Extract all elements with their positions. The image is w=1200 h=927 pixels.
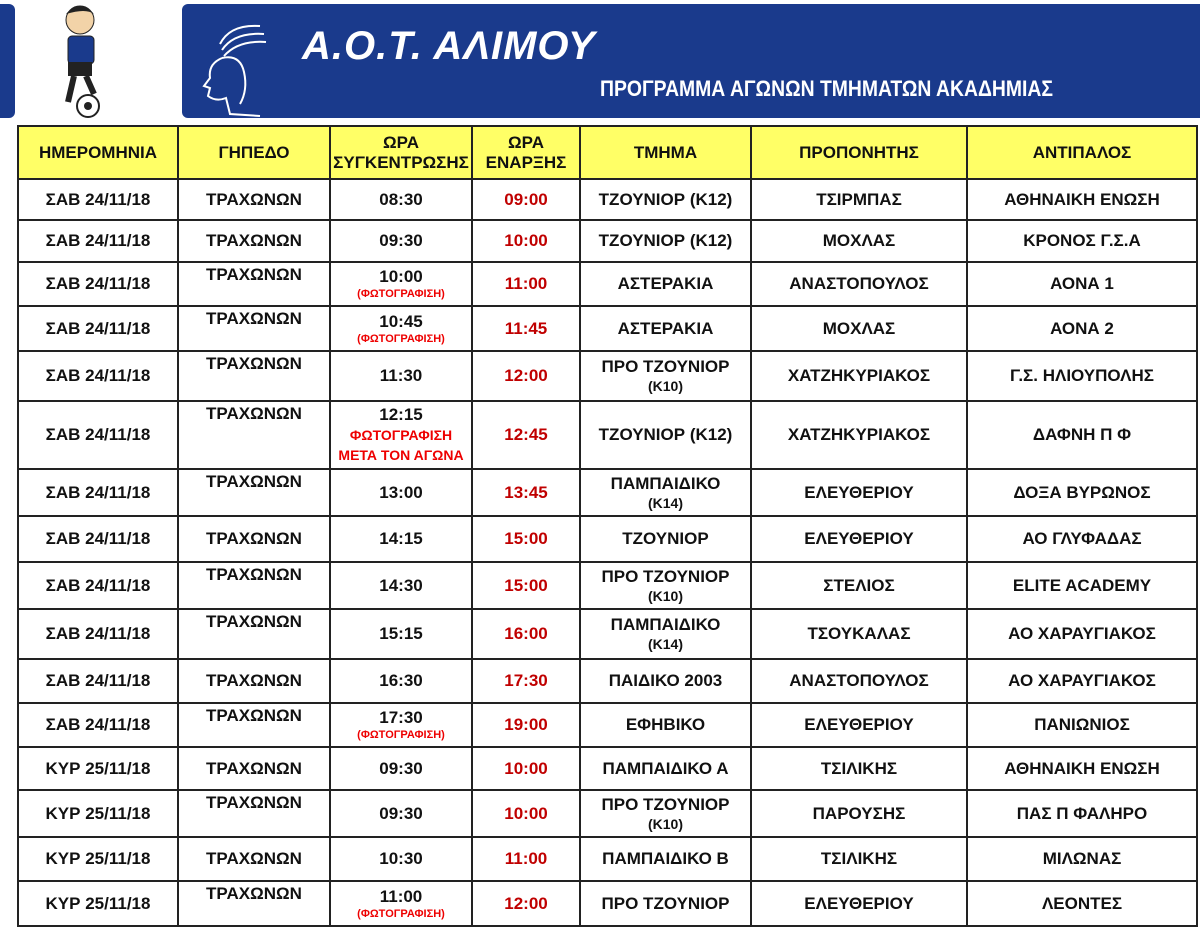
date-cell: ΚΥΡ 25/11/18	[18, 837, 178, 881]
table-row	[18, 179, 1197, 220]
field-cell: ΤΡΑΧΩΝΩΝ	[178, 469, 330, 516]
date-cell: ΣΑΒ 24/11/18	[18, 659, 178, 703]
date-cell: ΣΑΒ 24/11/18	[18, 401, 178, 469]
coach-cell: ΑΝΑΣΤΟΠΟΥΛΟΣ	[751, 659, 967, 703]
date-cell: ΣΑΒ 24/11/18	[18, 516, 178, 562]
date-cell: ΣΑΒ 24/11/18	[18, 306, 178, 351]
gather-time: 11:30	[379, 366, 423, 385]
gather-time: 17:30	[379, 708, 423, 727]
gather-time-cell	[330, 881, 472, 926]
team-name: ΠΑΜΠΑΙΔΙΚΟ Β	[602, 849, 729, 868]
date-cell: ΣΑΒ 24/11/18	[18, 179, 178, 220]
gather-time-cell	[330, 609, 472, 659]
col-header-start-time: ΩΡΑ ΕΝΑΡΞΗΣ	[472, 126, 580, 179]
left-accent-bar	[0, 4, 15, 118]
date-cell: ΚΥΡ 25/11/18	[18, 881, 178, 926]
gather-time: 15:15	[379, 624, 423, 643]
team-cell	[580, 703, 751, 747]
club-name: Α.Ο.Τ. ΑΛΙΜΟΥ	[302, 24, 596, 68]
match-schedule-table	[17, 125, 1198, 927]
col-header-gather-time: ΩΡΑ ΣΥΓΚΕΝΤΡΩΣΗΣ	[330, 126, 472, 179]
gather-time: 10:00	[379, 267, 423, 286]
start-time-cell: 12:00	[472, 351, 580, 401]
gather-time-cell	[330, 220, 472, 262]
gather-time-cell	[330, 351, 472, 401]
start-time-cell: 13:45	[472, 469, 580, 516]
team-name: ΤΖΟΥΝΙΟΡ (Κ12)	[598, 425, 733, 444]
date-cell: ΣΑΒ 24/11/18	[18, 562, 178, 609]
opponent-cell: ΜΙΛΩΝΑΣ	[967, 837, 1197, 881]
table-row	[18, 703, 1197, 747]
col-header-team: ΤΜΗΜΑ	[580, 126, 751, 179]
gather-time-cell	[330, 790, 472, 837]
opponent-cell: ΑΘΗΝΑΙΚΗ ΕΝΩΣΗ	[967, 179, 1197, 220]
table-row	[18, 659, 1197, 703]
table-header-row	[18, 126, 1197, 179]
team-cell	[580, 881, 751, 926]
team-name: ΑΣΤΕΡΑΚΙΑ	[617, 274, 714, 293]
photo-note: (ΦΩΤΟΓΡΑΦΙΣΗ)	[357, 729, 445, 741]
coach-cell: ΧΑΤΖΗΚΥΡΙΑΚΟΣ	[751, 401, 967, 469]
gather-time-cell	[330, 837, 472, 881]
team-name: ΕΦΗΒΙΚΟ	[625, 715, 706, 734]
table-row	[18, 469, 1197, 516]
opponent-cell: ΑΟΝΑ 2	[967, 306, 1197, 351]
team-name: ΠΑΜΠΑΙΔΙΚΟ Α	[602, 758, 729, 778]
opponent-cell: Γ.Σ. ΗΛΙΟΥΠΟΛΗΣ	[967, 351, 1197, 401]
team-age-group: (Κ14)	[647, 636, 683, 652]
gather-time-cell	[330, 516, 472, 562]
team-name: ΠΡΟ ΤΖΟΥΝΙΟΡ	[601, 794, 730, 814]
start-time-cell: 15:00	[472, 516, 580, 562]
table-row	[18, 562, 1197, 609]
date-cell: ΣΑΒ 24/11/18	[18, 703, 178, 747]
opponent-cell: ΑΟ ΓΛΥΦΑΔΑΣ	[967, 516, 1197, 562]
gather-time-cell	[330, 747, 472, 790]
header-banner	[182, 4, 1200, 118]
field-cell: ΤΡΑΧΩΝΩΝ	[178, 703, 330, 747]
field-cell: ΤΡΑΧΩΝΩΝ	[178, 351, 330, 401]
coach-cell: ΕΛΕΥΘΕΡΙΟΥ	[751, 516, 967, 562]
table-row	[18, 837, 1197, 881]
start-time-cell: 09:00	[472, 179, 580, 220]
gather-time: 16:30	[379, 671, 423, 690]
field-cell: ΤΡΑΧΩΝΩΝ	[178, 220, 330, 262]
date-cell: ΚΥΡ 25/11/18	[18, 790, 178, 837]
opponent-cell: ΠΑΝΙΩΝΙΟΣ	[967, 703, 1197, 747]
schedule-subtitle: ΠΡΟΓΡΑΜΜΑ ΑΓΩΝΩΝ ΤΜΗΜΑΤΩΝ ΑΚΑΔΗΜΙΑΣ	[600, 76, 1053, 101]
team-cell	[580, 837, 751, 881]
field-cell: ΤΡΑΧΩΝΩΝ	[178, 747, 330, 790]
team-name: ΤΖΟΥΝΙΟΡ (Κ12)	[598, 231, 733, 250]
gather-time: 14:30	[379, 575, 423, 595]
team-cell	[580, 516, 751, 562]
table-row	[18, 609, 1197, 659]
start-time-cell: 10:00	[472, 747, 580, 790]
field-cell: ΤΡΑΧΩΝΩΝ	[178, 179, 330, 220]
table-row	[18, 262, 1197, 306]
field-cell: ΤΡΑΧΩΝΩΝ	[178, 881, 330, 926]
table-row	[18, 306, 1197, 351]
team-age-group: (Κ10)	[647, 587, 683, 604]
team-cell	[580, 659, 751, 703]
field-cell: ΤΡΑΧΩΝΩΝ	[178, 306, 330, 351]
team-name: ΠΑΜΠΑΙΔΙΚΟ	[610, 615, 721, 634]
team-age-group: (Κ10)	[647, 378, 683, 394]
gather-time: 09:30	[379, 803, 423, 823]
gather-time: 14:15	[379, 529, 423, 548]
team-cell	[580, 351, 751, 401]
gather-time-cell	[330, 306, 472, 351]
team-cell	[580, 790, 751, 837]
date-cell: ΣΑΒ 24/11/18	[18, 351, 178, 401]
table-row	[18, 747, 1197, 790]
col-header-opponent: ΑΝΤΙΠΑΛΟΣ	[967, 126, 1197, 179]
start-time-cell: 16:00	[472, 609, 580, 659]
col-header-coach: ΠΡΟΠΟΝΗΤΗΣ	[751, 126, 967, 179]
photo-note: (ΦΩΤΟΓΡΑΦΙΣΗ)	[357, 332, 445, 345]
field-cell: ΤΡΑΧΩΝΩΝ	[178, 790, 330, 837]
start-time-cell: 11:00	[472, 262, 580, 306]
gather-time: 12:15	[379, 405, 423, 424]
gather-time-cell	[330, 562, 472, 609]
date-cell: ΣΑΒ 24/11/18	[18, 262, 178, 306]
start-time-cell: 11:45	[472, 306, 580, 351]
coach-cell: ΜΟΧΛΑΣ	[751, 220, 967, 262]
team-age-group: (Κ14)	[647, 494, 683, 511]
start-time-cell: 19:00	[472, 703, 580, 747]
opponent-cell: ΑΟΝΑ 1	[967, 262, 1197, 306]
field-cell: ΤΡΑΧΩΝΩΝ	[178, 562, 330, 609]
coach-cell: ΧΑΤΖΗΚΥΡΙΑΚΟΣ	[751, 351, 967, 401]
field-cell: ΤΡΑΧΩΝΩΝ	[178, 401, 330, 469]
table-row	[18, 790, 1197, 837]
opponent-cell: ΑΘΗΝΑΙΚΗ ΕΝΩΣΗ	[967, 747, 1197, 790]
col-header-date: ΗΜΕΡΟΜΗΝΙΑ	[18, 126, 178, 179]
col-header-field: ΓΗΠΕΔΟ	[178, 126, 330, 179]
team-cell	[580, 747, 751, 790]
team-cell	[580, 220, 751, 262]
date-cell: ΣΑΒ 24/11/18	[18, 220, 178, 262]
date-cell: ΣΑΒ 24/11/18	[18, 469, 178, 516]
opponent-cell: ΑΟ ΧΑΡΑΥΓΙΑΚΟΣ	[967, 609, 1197, 659]
team-cell	[580, 401, 751, 469]
field-cell: ΤΡΑΧΩΝΩΝ	[178, 837, 330, 881]
coach-cell: ΕΛΕΥΘΕΡΙΟΥ	[751, 469, 967, 516]
opponent-cell: ELITE ACADEMY	[967, 562, 1197, 609]
start-time-cell: 12:45	[472, 401, 580, 469]
start-time-cell: 10:00	[472, 220, 580, 262]
team-name: ΤΖΟΥΝΙΟΡ	[622, 529, 709, 548]
team-cell	[580, 306, 751, 351]
start-time-cell: 17:30	[472, 659, 580, 703]
coach-cell: ΕΛΕΥΘΕΡΙΟΥ	[751, 703, 967, 747]
coach-cell: ΠΑΡΟΥΣΗΣ	[751, 790, 967, 837]
table-row	[18, 516, 1197, 562]
gather-time-cell	[330, 401, 472, 469]
date-cell: ΚΥΡ 25/11/18	[18, 747, 178, 790]
coach-cell: ΜΟΧΛΑΣ	[751, 306, 967, 351]
team-cell	[580, 262, 751, 306]
opponent-cell: ΑΟ ΧΑΡΑΥΓΙΑΚΟΣ	[967, 659, 1197, 703]
coach-cell: ΑΝΑΣΤΟΠΟΥΛΟΣ	[751, 262, 967, 306]
coach-cell: ΤΣΙΡΜΠΑΣ	[751, 179, 967, 220]
gather-time-cell	[330, 469, 472, 516]
coach-cell: ΕΛΕΥΘΕΡΙΟΥ	[751, 881, 967, 926]
table-row	[18, 881, 1197, 926]
gather-time: 10:45	[379, 311, 423, 331]
coach-cell: ΤΣΙΛΙΚΗΣ	[751, 747, 967, 790]
gather-time-cell	[330, 262, 472, 306]
team-name: ΠΡΟ ΤΖΟΥΝΙΟΡ	[601, 893, 730, 913]
opponent-cell: ΠΑΣ Π ΦΑΛΗΡΟ	[967, 790, 1197, 837]
team-cell	[580, 562, 751, 609]
gather-time-cell	[330, 179, 472, 220]
start-time-cell: 15:00	[472, 562, 580, 609]
table-row	[18, 220, 1197, 262]
photo-note: ΦΩΤΟΓΡΑΦΙΣΗ ΜΕΤΑ ΤΟΝ ΑΓΩΝΑ	[338, 427, 464, 463]
photo-note: (ΦΩΤΟΓΡΑΦΙΣΗ)	[357, 288, 445, 300]
field-cell: ΤΡΑΧΩΝΩΝ	[178, 516, 330, 562]
gather-time: 13:00	[379, 482, 423, 502]
field-cell: ΤΡΑΧΩΝΩΝ	[178, 262, 330, 306]
opponent-cell: ΚΡΟΝΟΣ Γ.Σ.Α	[967, 220, 1197, 262]
gather-time: 09:30	[379, 758, 423, 778]
coach-cell: ΤΣΙΛΙΚΗΣ	[751, 837, 967, 881]
team-age-group: (Κ10)	[647, 815, 683, 832]
start-time-cell: 11:00	[472, 837, 580, 881]
team-name: ΠΡΟ ΤΖΟΥΝΙΟΡ	[601, 566, 730, 586]
gather-time-cell	[330, 703, 472, 747]
team-cell	[580, 179, 751, 220]
gather-time: 11:00	[379, 886, 423, 906]
team-name: ΤΖΟΥΝΙΟΡ (Κ12)	[598, 189, 733, 209]
date-cell: ΣΑΒ 24/11/18	[18, 609, 178, 659]
gather-time: 08:30	[379, 189, 423, 209]
field-cell: ΤΡΑΧΩΝΩΝ	[178, 609, 330, 659]
start-time-cell: 12:00	[472, 881, 580, 926]
hermes-head-logo-icon	[200, 14, 270, 118]
table-row	[18, 401, 1197, 469]
team-cell	[580, 469, 751, 516]
gather-time-cell	[330, 659, 472, 703]
team-name: ΑΣΤΕΡΑΚΙΑ	[617, 318, 714, 338]
opponent-cell: ΔΑΦΝΗ Π Φ	[967, 401, 1197, 469]
field-cell: ΤΡΑΧΩΝΩΝ	[178, 659, 330, 703]
coach-cell: ΣΤΕΛΙΟΣ	[751, 562, 967, 609]
mascot-player-icon	[38, 2, 118, 120]
team-name: ΠΑΜΠΑΙΔΙΚΟ	[610, 473, 721, 493]
gather-time: 09:30	[379, 231, 423, 250]
team-name: ΠΡΟ ΤΖΟΥΝΙΟΡ	[601, 357, 730, 376]
coach-cell: ΤΣΟΥΚΑΛΑΣ	[751, 609, 967, 659]
opponent-cell: ΛΕΟΝΤΕΣ	[967, 881, 1197, 926]
photo-note: (ΦΩΤΟΓΡΑΦΙΣΗ)	[357, 907, 445, 920]
team-name: ΠΑΙΔΙΚΟ 2003	[608, 671, 723, 690]
team-cell	[580, 609, 751, 659]
gather-time: 10:30	[379, 849, 423, 868]
start-time-cell: 10:00	[472, 790, 580, 837]
opponent-cell: ΔΟΞΑ ΒΥΡΩΝΟΣ	[967, 469, 1197, 516]
table-row	[18, 351, 1197, 401]
